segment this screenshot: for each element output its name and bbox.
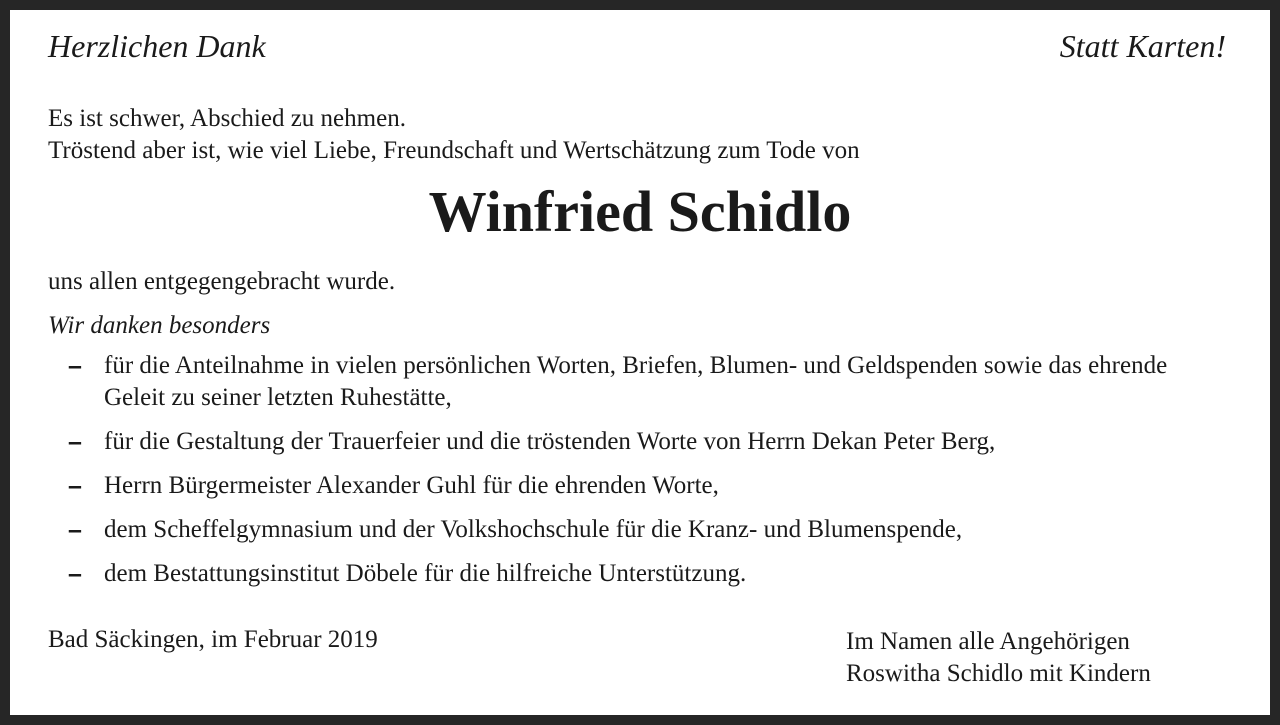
after-name-text: uns allen entgegengebracht wurde. xyxy=(48,268,396,295)
thanks-list xyxy=(68,350,1228,602)
list-item xyxy=(68,350,1228,414)
list-item-text: Herrn Bürgermeister Alexander Guhl für die ehrenden Worte, xyxy=(104,472,719,499)
header-title: Herzlichen Dank xyxy=(48,28,266,64)
list-item-text: dem Scheffelgymnasium und der Volkshochschule für die Kranz- und Blumenspende, xyxy=(104,516,963,543)
thanks-heading: Wir danken besonders xyxy=(48,312,271,339)
list-item xyxy=(68,558,1228,590)
list-item xyxy=(68,514,1228,546)
dash-bullet: – xyxy=(68,428,82,456)
intro-line: Es ist schwer, Abschied zu nehmen. xyxy=(48,105,406,132)
list-item-text: für die Anteilnahme in vielen persönlichen Worten, Briefen, Blumen- und Geldspenden sowie das ehrende Geleit zu seiner letzten Ruhestätte, xyxy=(104,352,1168,411)
signature-line: Im Namen alle Angehörigen xyxy=(846,628,1130,655)
intro-line: Tröstend aber ist, wie viel Liebe, Freundschaft und Wertschätzung zum Tode von xyxy=(48,137,860,164)
dash-bullet: – xyxy=(68,560,82,588)
signature-block xyxy=(846,626,1151,690)
place-date: Bad Säckingen, im Februar 2019 xyxy=(48,626,378,653)
intro-text xyxy=(48,103,860,167)
header-note: Statt Karten! xyxy=(1059,28,1226,64)
list-item xyxy=(68,470,1228,502)
dash-bullet: – xyxy=(68,472,82,500)
obituary-notice xyxy=(10,10,1270,715)
dash-bullet: – xyxy=(68,352,82,380)
list-item xyxy=(68,426,1228,458)
list-item-text: für die Gestaltung der Trauerfeier und die tröstenden Worte von Herrn Dekan Peter Berg, xyxy=(104,428,996,455)
dash-bullet: – xyxy=(68,516,82,544)
signature-line: Roswitha Schidlo mit Kindern xyxy=(846,660,1151,687)
deceased-name: Winfried Schidlo xyxy=(428,179,852,244)
list-item-text: dem Bestattungsinstitut Döbele für die hilfreiche Unterstützung. xyxy=(104,560,747,587)
